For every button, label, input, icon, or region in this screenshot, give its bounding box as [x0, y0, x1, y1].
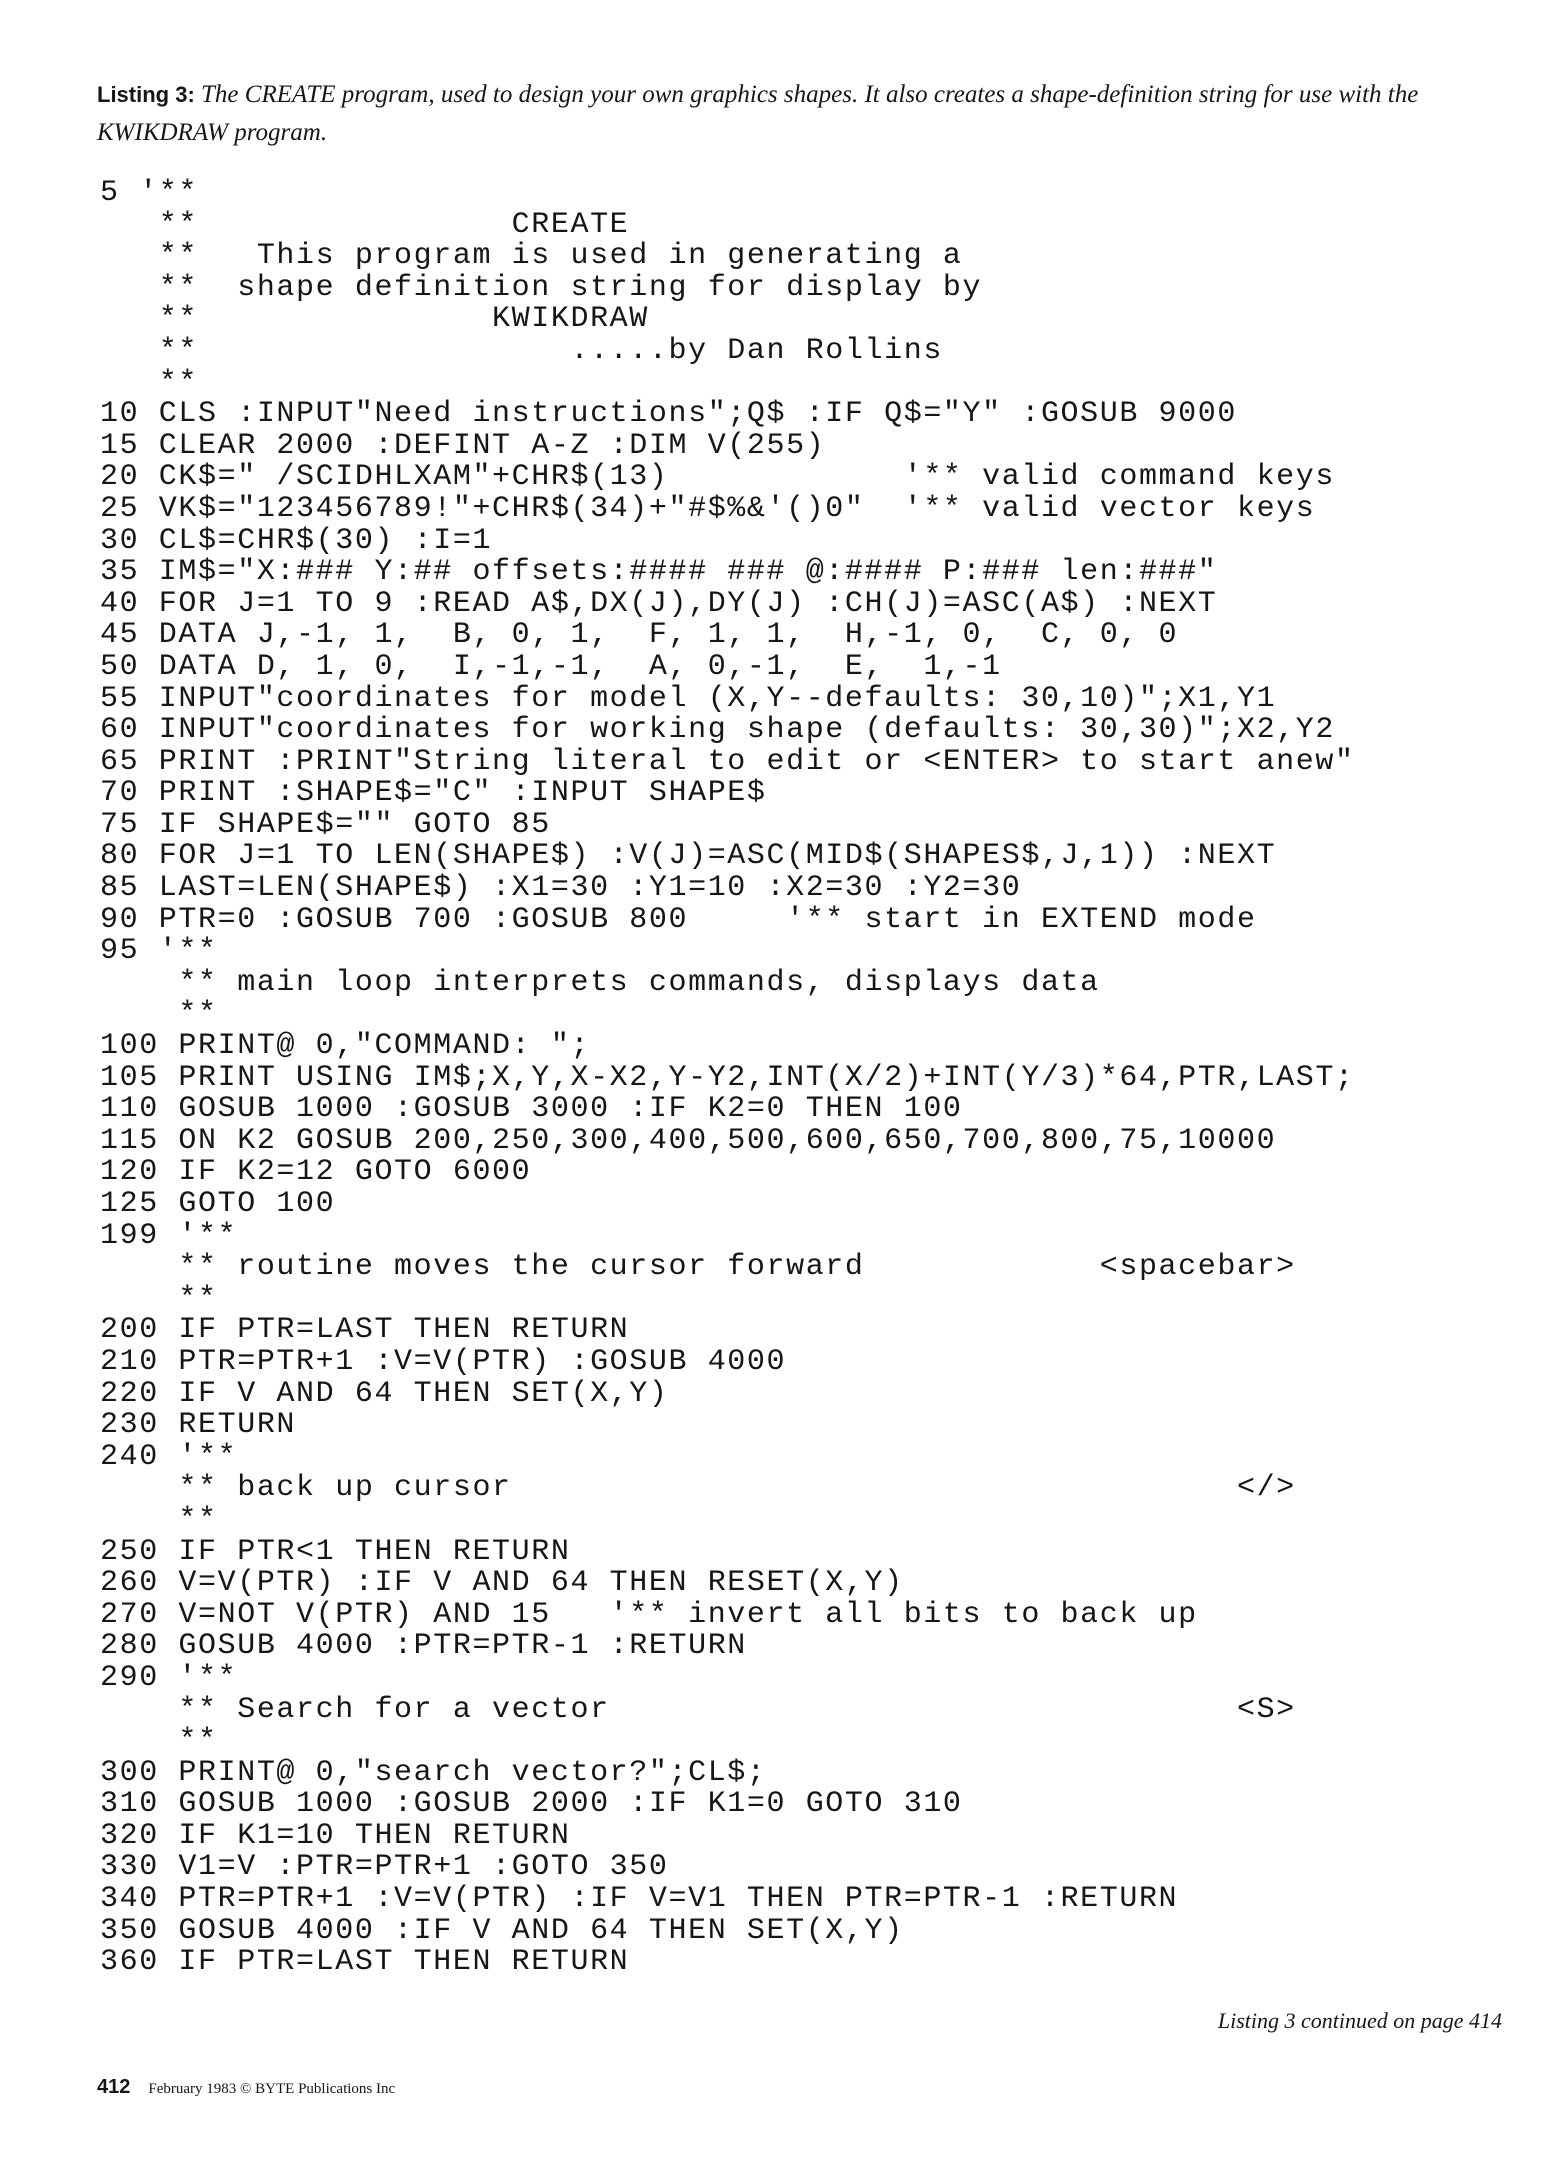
code-line: ** .....by Dan Rollins	[100, 333, 943, 368]
code-line: 260 V=V(PTR) :IF V AND 64 THEN RESET(X,Y)	[100, 1566, 904, 1601]
listing-caption	[97, 76, 1517, 152]
code-line: **	[100, 997, 218, 1032]
code-line: 300 PRINT@ 0,"search vector?";CL$;	[100, 1755, 767, 1790]
page-footer	[97, 2076, 395, 2099]
code-line: 350 GOSUB 4000 :IF V AND 64 THEN SET(X,Y)	[100, 1913, 904, 1948]
code-line: 65 PRINT :PRINT"String literal to edit or <ENTER> to start anew"	[100, 744, 1355, 779]
code-line: 90 PTR=0 :GOSUB 700 :GOSUB 800 '** start in EXTEND mode	[100, 902, 1257, 937]
code-line: 220 IF V AND 64 THEN SET(X,Y)	[100, 1376, 669, 1411]
code-line: ** routine moves the cursor forward <spacebar>	[100, 1250, 1296, 1285]
code-line: 105 PRINT USING IM$;X,Y,X-X2,Y-Y2,INT(X/2)+INT(Y/3)*64,PTR,LAST;	[100, 1060, 1355, 1095]
code-line: 110 GOSUB 1000 :GOSUB 3000 :IF K2=0 THEN 100	[100, 1092, 963, 1127]
footer-publication: February 1983 © BYTE Publications Inc	[148, 2081, 396, 2097]
continued-note: Listing 3 continued on page 414	[1217, 2008, 1502, 2033]
code-line: 55 INPUT"coordinates for model (X,Y--defaults: 30,10)";X1,Y1	[100, 681, 1277, 716]
code-line: 20 CK$=" /SCIDHLXAM"+CHR$(13) '** valid command keys	[100, 460, 1335, 495]
code-line: 320 IF K1=10 THEN RETURN	[100, 1818, 571, 1853]
code-line: 199 '**	[100, 1218, 238, 1253]
code-line: 230 RETURN	[100, 1408, 297, 1443]
code-line: 310 GOSUB 1000 :GOSUB 2000 :IF K1=0 GOTO 310	[100, 1787, 963, 1822]
code-line: 35 IM$="X:### Y:## offsets:#### ### @:#### P:### len:###"	[100, 555, 1218, 590]
code-line: 30 CL$=CHR$(30) :I=1	[100, 523, 493, 558]
code-line: **	[100, 1502, 218, 1537]
code-line: 280 GOSUB 4000 :PTR=PTR-1 :RETURN	[100, 1629, 747, 1664]
code-line: 95 '**	[100, 934, 218, 969]
caption-label: Listing 3:	[97, 82, 195, 107]
code-line: 45 DATA J,-1, 1, B, 0, 1, F, 1, 1, H,-1, 0, C, 0, 0	[100, 618, 1179, 653]
code-line: ** This program is used in generating a	[100, 239, 963, 274]
code-line: 250 IF PTR<1 THEN RETURN	[100, 1534, 571, 1569]
code-line: 115 ON K2 GOSUB 200,250,300,400,500,600,650,700,800,75,10000	[100, 1123, 1277, 1158]
code-line: 70 PRINT :SHAPE$="C" :INPUT SHAPE$	[100, 776, 767, 811]
code-line: ** main loop interprets commands, displays data	[100, 965, 1100, 1000]
page-number: 412	[97, 2076, 131, 2098]
code-line: 120 IF K2=12 GOTO 6000	[100, 1155, 532, 1190]
code-line: **	[100, 1724, 218, 1759]
code-line: 25 VK$="123456789!"+CHR$(34)+"#$%&'()0" '** valid vector keys	[100, 491, 1316, 526]
code-line: 40 FOR J=1 TO 9 :READ A$,DX(J),DY(J) :CH(J)=ASC(A$) :NEXT	[100, 586, 1218, 621]
code-line: 290 '**	[100, 1660, 238, 1695]
code-line: 340 PTR=PTR+1 :V=V(PTR) :IF V=V1 THEN PTR=PTR-1 :RETURN	[100, 1882, 1179, 1917]
code-line: 270 V=NOT V(PTR) AND 15 '** invert all bits to back up	[100, 1597, 1198, 1632]
code-line: ** KWIKDRAW	[100, 302, 649, 337]
code-line: 5 '**	[100, 176, 199, 210]
code-line: 210 PTR=PTR+1 :V=V(PTR) :GOSUB 4000	[100, 1344, 787, 1379]
code-line: ** back up cursor </>	[100, 1471, 1296, 1506]
code-line: 10 CLS :INPUT"Need instructions";Q$ :IF Q$="Y" :GOSUB 9000	[100, 397, 1237, 432]
code-line: 80 FOR J=1 TO LEN(SHAPE$) :V(J)=ASC(MID$(SHAPES$,J,1)) :NEXT	[100, 839, 1277, 874]
code-line: 200 IF PTR=LAST THEN RETURN	[100, 1313, 630, 1348]
code-line: ** CREATE	[100, 207, 630, 242]
code-line: **	[100, 365, 199, 400]
code-line: 85 LAST=LEN(SHAPE$) :X1=30 :Y1=10 :X2=30 :Y2=30	[100, 871, 1022, 906]
code-line: 360 IF PTR=LAST THEN RETURN	[100, 1945, 630, 1980]
code-line: 15 CLEAR 2000 :DEFINT A-Z :DIM V(255)	[100, 428, 826, 463]
code-listing	[100, 178, 1355, 1979]
code-line: 125 GOTO 100	[100, 1187, 336, 1221]
code-line: 240 '**	[100, 1439, 238, 1474]
code-line: ** shape definition string for display by	[100, 270, 983, 305]
caption-text: The CREATE program, used to design your own graphics shapes. It also creates a shape-definition string for use with the KWIKDRAW program.	[97, 81, 1419, 146]
code-line: **	[100, 1281, 218, 1316]
code-line: 50 DATA D, 1, 0, I,-1,-1, A, 0,-1, E, 1,-1	[100, 649, 1002, 684]
code-line: 100 PRINT@ 0,"COMMAND: ";	[100, 1029, 591, 1064]
code-line: ** Search for a vector <S>	[100, 1692, 1296, 1727]
code-line: 330 V1=V :PTR=PTR+1 :GOTO 350	[100, 1850, 669, 1885]
code-line: 60 INPUT"coordinates for working shape (defaults: 30,30)";X2,Y2	[100, 713, 1335, 748]
code-line: 75 IF SHAPE$="" GOTO 85	[100, 807, 551, 842]
